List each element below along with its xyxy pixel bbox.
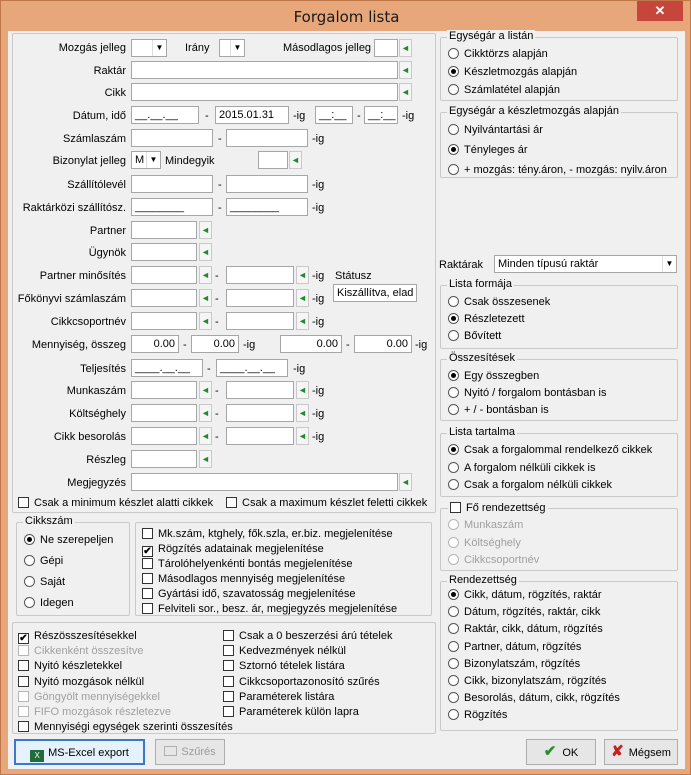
bizonylat-extra-input[interactable] [258, 151, 288, 169]
cikkszam-option[interactable] [24, 596, 74, 610]
bottom-checks-right-checkbox[interactable] [223, 659, 345, 673]
cikkszam-option[interactable] [24, 575, 65, 589]
checkbox-label: Részösszesítésekkel [34, 630, 137, 642]
munkaszam-to[interactable] [226, 381, 294, 399]
datum-ido-label: Dátum, idő [72, 110, 126, 122]
dash: - [346, 339, 350, 351]
checkbox-label: Gyártási idő, szavatosság megjelenítése [158, 588, 356, 600]
mennyiseg-from[interactable]: 0.00 [131, 335, 179, 353]
rendezettseg-option[interactable] [448, 640, 581, 654]
time-to-input[interactable]: __:__ [364, 106, 398, 124]
munkaszam-from-go-icon[interactable]: ◄ [199, 381, 212, 399]
cikk-go-icon[interactable]: ◄ [399, 83, 412, 101]
egysegar-listan-option[interactable] [448, 83, 560, 97]
egysegar-listan-option[interactable] [448, 65, 577, 79]
osszesitesek-option[interactable] [448, 386, 606, 400]
checkbox-box [223, 660, 234, 671]
checkbox-box [18, 721, 29, 732]
irany-label: Irány [185, 42, 210, 54]
time-from-input[interactable]: __:__ [315, 106, 353, 124]
ig-label: -ig [312, 133, 325, 145]
raktar-label: Raktár [93, 65, 126, 77]
checkbox-box [223, 630, 234, 641]
radio-icon [448, 675, 459, 686]
raktar-go-icon[interactable]: ◄ [399, 61, 412, 79]
bottom-checks-left-checkbox[interactable] [18, 705, 171, 719]
ig-label: -ig [312, 179, 325, 191]
option-label: Partner, dátum, rögzítés [464, 640, 582, 653]
bottom-checks-right-checkbox[interactable] [223, 690, 334, 704]
reszleg-label: Részleg [86, 454, 126, 466]
date-from-input[interactable]: __.__.__ [131, 106, 199, 124]
egysegar-keszlet-option[interactable] [448, 163, 667, 177]
radio-icon [24, 597, 35, 608]
teljesites-label: Teljesítés [80, 363, 126, 375]
excel-export-button[interactable] [14, 739, 145, 765]
raktar-input[interactable] [131, 61, 398, 79]
bottom-checks-left-checkbox[interactable] [18, 720, 233, 734]
ig-label: -ig [312, 316, 325, 328]
ig-label: -ig [243, 339, 256, 351]
reszleg-input[interactable] [131, 450, 197, 468]
option-label: Ne szerepeljen [40, 534, 114, 546]
radio-icon [448, 692, 459, 703]
dash: - [218, 179, 222, 191]
dash: - [215, 316, 219, 328]
lista-formaja-option[interactable] [448, 312, 525, 326]
lista-formaja-option[interactable] [448, 329, 501, 343]
ugynok-input[interactable] [131, 243, 197, 261]
cikk-besorolas-to-go-icon[interactable]: ◄ [296, 427, 309, 445]
radio-icon [448, 537, 459, 548]
option-label: Cikkcsoportnév [464, 554, 540, 566]
option-label: Bizonylatszám, rögzítés [464, 657, 581, 670]
radio-icon [448, 124, 459, 135]
check-icon: ✔ [143, 546, 152, 557]
cikkcsoportnev-to-go-icon[interactable]: ◄ [296, 312, 309, 330]
max-keszlet-checkbox[interactable] [226, 496, 427, 510]
checkbox-box [142, 603, 153, 614]
cikk-besorolas-label: Cikk besorolás [53, 431, 126, 443]
checkbox-label: Csak a 0 beszerzési árú tételek [239, 630, 393, 642]
ig-label: -ig [293, 363, 306, 375]
szamlaszam-to[interactable] [226, 129, 308, 147]
mozgas-jelleg-select[interactable] [131, 39, 167, 57]
egysegar-keszlet-option[interactable] [448, 143, 528, 157]
option-label: Csak összesenek [464, 296, 551, 308]
fokonyvi-label: Főkönyvi számlaszám [17, 293, 126, 305]
checkbox-label: Felviteli sor., besz. ár, megjegyzés megjelenítése [158, 603, 398, 615]
option-label: Nyilvántartási ár [464, 124, 543, 136]
checkbox-label: Nyitó készletekkel [34, 660, 123, 673]
cikk-besorolas-from[interactable] [131, 427, 197, 445]
fo-rendezettseg-option[interactable] [448, 518, 523, 532]
option-label: A forgalom nélküli cikkek is [464, 461, 596, 474]
cikkszam-title: Cikkszám [25, 515, 73, 527]
partner-minosites-from[interactable] [131, 266, 197, 284]
fokonyvi-to-go-icon[interactable]: ◄ [296, 289, 309, 307]
cikkcsoportnev-from-go-icon[interactable]: ◄ [199, 312, 212, 330]
megsem-label: Mégsem [628, 747, 671, 759]
radio-icon [448, 606, 459, 617]
option-label: Tényleges ár [464, 144, 528, 156]
fo-rendezettseg-checkbox[interactable] [448, 501, 548, 515]
ugynok-label: Ügynök [88, 247, 126, 259]
mennyiseg-osszeg-label: Mennyiség, összeg [31, 339, 126, 351]
option-label: + / - bontásban is [464, 404, 549, 416]
dash: - [215, 385, 219, 397]
munkaszam-from[interactable] [131, 381, 197, 399]
lista-tartalma-title: Lista tartalma [449, 426, 516, 438]
osszesitesek-option[interactable] [448, 369, 539, 383]
fo-rendezettseg-option[interactable] [448, 553, 539, 567]
bottom-checks-left-checkbox[interactable] [18, 629, 137, 643]
statusz-label: Státusz [335, 270, 372, 282]
checkbox-label: Paraméterek listára [239, 690, 335, 703]
checkbox-box [223, 645, 234, 656]
szallitolevel-from[interactable] [131, 175, 213, 193]
option-label: Bővített [464, 330, 502, 342]
munkaszam-to-go-icon[interactable]: ◄ [296, 381, 309, 399]
koltseghely-to[interactable] [226, 404, 294, 422]
checkbox-box [223, 691, 234, 702]
checkbox-label: Tárolóhelyenkénti bontás megjelenítése [158, 558, 353, 570]
dash: - [218, 202, 222, 214]
partner-go-icon[interactable]: ◄ [199, 221, 212, 239]
option-label: Idegen [40, 597, 74, 609]
dash: - [218, 133, 222, 145]
egysegar-listan-option[interactable] [448, 47, 548, 61]
rendezettseg-option[interactable] [448, 588, 602, 602]
fokonyvi-from[interactable] [131, 289, 197, 307]
ig-label: -ig [312, 293, 325, 305]
szallitolevel-to[interactable] [226, 175, 308, 193]
option-label: Raktár, cikk, dátum, rögzítés [464, 623, 603, 636]
cikk-besorolas-from-go-icon[interactable]: ◄ [199, 427, 212, 445]
partner-minosites-label: Partner minősítés [39, 270, 126, 282]
partner-input[interactable] [131, 221, 197, 239]
check-icon: ✔ [19, 633, 28, 644]
ig-label: -ig [293, 110, 306, 122]
dash: - [205, 110, 209, 122]
egysegar-keszlet-title: Egységár a készletmozgás alapján [449, 105, 619, 117]
koltseghely-label: Költséghely [69, 408, 126, 420]
radio-icon [448, 164, 459, 175]
checkbox-label: Cikkcsoportazonosító szűrés [239, 675, 380, 688]
rendezettseg-option[interactable] [448, 622, 603, 636]
chevron-down-icon: ▼ [152, 40, 166, 57]
option-label: Költséghely [464, 536, 521, 549]
option-label: Egy összegben [464, 370, 540, 382]
mennyiseg-to[interactable]: 0.00 [191, 335, 239, 353]
raktarak-value: Minden típusú raktár [498, 258, 599, 270]
checkbox-label: Sztornó tételek listára [239, 660, 345, 673]
megsem-button[interactable] [604, 739, 678, 765]
bizonylat-jelleg-select[interactable] [131, 151, 161, 169]
close-icon[interactable]: ✕ [637, 1, 683, 21]
chevron-down-icon: ▼ [230, 40, 244, 57]
option-label: Gépi [40, 555, 64, 567]
rendezettseg-option[interactable] [448, 674, 606, 688]
lista-tartalma-option[interactable] [448, 443, 652, 457]
window-title: Forgalom lista [293, 8, 400, 26]
cikkszam-option[interactable] [24, 554, 63, 568]
lista-formaja-title: Lista formája [449, 278, 512, 290]
dash: - [215, 293, 219, 305]
cikkszam-option[interactable] [24, 533, 113, 547]
checkbox-label: Mk.szám, ktghely, fők.szla, er.biz. megjelenítése [158, 528, 393, 540]
option-label: Készletmozgás alapján [464, 66, 578, 78]
checkbox-label: Cikkenként összesítve [34, 645, 144, 658]
option-label: Számlatétel alapján [464, 84, 561, 96]
cikkcsoportnev-label: Cikkcsoportnév [50, 316, 126, 328]
radio-icon [448, 623, 459, 634]
ig-label: -ig [312, 408, 325, 420]
radio-icon [24, 555, 35, 566]
option-label: Csak a forgalom nélküli cikkek [464, 479, 612, 491]
option-label: + mozgás: tény.áron, - mozgás: nyilv.áron [464, 164, 667, 176]
fokonyvi-to[interactable] [226, 289, 294, 307]
cikkcsoportnev-from[interactable] [131, 312, 197, 330]
checkbox-label: Paraméterek külön lapra [239, 706, 359, 718]
ig-label: -ig [312, 270, 325, 282]
raktarak-label: Raktárak [439, 259, 484, 271]
masodlagos-jelleg-input[interactable] [374, 39, 398, 57]
raktarkozi-from[interactable]: ________ [131, 198, 213, 216]
cikk-besorolas-to[interactable] [226, 427, 294, 445]
bottom-checks-left-checkbox[interactable] [18, 644, 143, 658]
fo-rendezettseg-option[interactable] [448, 536, 521, 550]
dash: - [357, 110, 361, 122]
option-label: Részletezett [464, 313, 525, 325]
radio-icon [448, 519, 459, 530]
ok-button[interactable] [526, 739, 596, 765]
min-keszlet-checkbox[interactable] [18, 496, 213, 510]
radio-icon [448, 296, 459, 307]
radio-icon [448, 144, 459, 155]
ugynok-go-icon[interactable]: ◄ [199, 243, 212, 261]
radio-icon [448, 313, 459, 324]
radio-icon [448, 479, 459, 490]
szamlaszam-label: Számlaszám [63, 133, 126, 145]
checkbox-box [18, 691, 29, 702]
ig-label: -ig [402, 110, 415, 122]
option-label: Rögzítés [464, 709, 508, 722]
ig-label: -ig [312, 385, 325, 397]
ok-label: OK [562, 747, 579, 759]
partner-label: Partner [89, 225, 126, 237]
option-label: Dátum, rögzítés, raktár, cikk [464, 606, 601, 619]
rendezettseg-option[interactable] [448, 708, 507, 722]
option-label: Cikktörzs alapján [464, 48, 548, 60]
cikkcsoportnev-to[interactable] [226, 312, 294, 330]
rendezettseg-option[interactable] [448, 605, 600, 619]
option-label: Nyitó / forgalom bontásban is [464, 387, 607, 399]
radio-icon [448, 330, 459, 341]
ig-label: -ig [312, 431, 325, 443]
option-label: Saját [40, 576, 66, 588]
radio-icon [448, 444, 459, 455]
date-to-input[interactable]: 2015.01.31 [215, 106, 289, 124]
masodlagos-go-icon[interactable]: ◄ [399, 39, 412, 57]
radio-icon [448, 554, 459, 565]
min-keszlet-label: Csak a minimum készlet alatti cikkek [34, 497, 214, 509]
partner-minosites-to-go-icon[interactable]: ◄ [296, 266, 309, 284]
checkbox-label: Nyitó mozgások nélkül [34, 675, 145, 688]
radio-icon [448, 462, 459, 473]
ig-label: -ig [312, 202, 325, 214]
chevron-down-icon: ▼ [662, 256, 676, 273]
egysegar-listan-title: Egységár a listán [449, 30, 534, 42]
bottom-checks-right-checkbox[interactable] [223, 705, 359, 719]
masodlagos-jelleg-label: Másodlagos jelleg [283, 42, 372, 54]
koltseghely-from[interactable] [131, 404, 197, 422]
radio-icon [448, 66, 459, 77]
osszesitesek-title: Összesítések [449, 352, 516, 364]
bottom-checks-right-checkbox[interactable] [223, 644, 346, 658]
partner-minosites-from-go-icon[interactable]: ◄ [199, 266, 212, 284]
checkbox-box [142, 528, 153, 539]
mindegyik-label: Mindegyik [165, 155, 215, 167]
reszleg-go-icon[interactable]: ◄ [199, 450, 212, 468]
cross-icon: ✘ [611, 743, 624, 760]
szamlaszam-from[interactable] [131, 129, 213, 147]
checkbox-box [142, 588, 153, 599]
lista-tartalma-option[interactable] [448, 461, 595, 475]
bizonylat-value: M [135, 154, 145, 166]
radio-icon [448, 84, 459, 95]
lista-formaja-option[interactable] [448, 295, 550, 309]
lista-tartalma-option[interactable] [448, 478, 612, 492]
osszeg-from[interactable]: 0.00 [280, 335, 342, 353]
checkbox-box [18, 706, 29, 717]
megjegyzes-input[interactable] [131, 473, 398, 491]
bottom-checks-left-checkbox[interactable] [18, 659, 122, 673]
checkbox-box [142, 558, 153, 569]
radio-icon [448, 658, 459, 669]
dash: - [183, 339, 187, 351]
rendezettseg-title: Rendezettség [449, 574, 517, 586]
checkbox-label: Kedvezmények nélkül [239, 645, 347, 658]
bottom-checks-right-checkbox[interactable] [223, 675, 380, 689]
radio-icon [448, 387, 459, 398]
dash: - [215, 408, 219, 420]
radio-icon [448, 709, 459, 720]
display-checks-checkbox[interactable] [142, 587, 356, 601]
bizonylat-jelleg-label: Bizonylat jelleg [52, 155, 126, 167]
szallitolevel-label: Szállítólevél [67, 179, 126, 191]
display-checks-checkbox[interactable] [142, 572, 345, 586]
koltseghely-to-go-icon[interactable]: ◄ [296, 404, 309, 422]
excel-export-label: MS-Excel export [48, 747, 129, 759]
fokonyvi-from-go-icon[interactable]: ◄ [199, 289, 212, 307]
option-label: Csak a forgalommal rendelkező cikkek [464, 444, 653, 456]
partner-minosites-to[interactable] [226, 266, 294, 284]
osszesitesek-option[interactable] [448, 403, 549, 417]
radio-icon [448, 404, 459, 415]
dash: - [207, 363, 211, 375]
checkbox-box [18, 676, 29, 687]
bottom-checks-left-checkbox[interactable] [18, 675, 144, 689]
checkbox-box [18, 645, 29, 656]
radio-icon [448, 48, 459, 59]
raktarkozi-label: Raktárközi szállítósz. [22, 202, 126, 214]
szures-label: Szűrés [181, 746, 216, 758]
radio-icon [448, 589, 459, 600]
ig-label: -ig [415, 339, 428, 351]
cikk-label: Cikk [104, 87, 126, 99]
checkbox-label: Rögzítés adatainak megjelenítése [158, 543, 324, 555]
display-checks-checkbox[interactable] [142, 557, 352, 571]
checkbox-label: Göngyölt mennyiségekkel [34, 690, 160, 703]
dash: - [215, 431, 219, 443]
statusz-select[interactable]: Kiszállítva, elad [333, 284, 417, 302]
table-icon [164, 746, 177, 756]
irany-select[interactable] [219, 39, 245, 57]
rendezettseg-option[interactable] [448, 657, 580, 671]
option-label: Cikk, dátum, rögzítés, raktár [464, 589, 602, 601]
megjegyzes-go-icon[interactable]: ◄ [399, 473, 412, 491]
display-checks-checkbox[interactable] [142, 602, 397, 616]
check-icon: ✔ [543, 743, 557, 760]
bizonylat-go-icon[interactable]: ◄ [289, 151, 302, 169]
egysegar-keszlet-option[interactable] [448, 123, 543, 137]
raktarak-select[interactable] [494, 255, 677, 273]
checkbox-box [18, 660, 29, 671]
radio-icon [448, 641, 459, 652]
dash: - [215, 270, 219, 282]
chevron-down-icon: ▼ [146, 152, 160, 169]
koltseghely-from-go-icon[interactable]: ◄ [199, 404, 212, 422]
checkbox-box [223, 676, 234, 687]
checkbox-label: FIFO mozgások részletezve [34, 706, 171, 718]
checkbox-box [142, 573, 153, 584]
megjegyzes-label: Megjegyzés [67, 477, 126, 489]
osszeg-to[interactable]: 0.00 [354, 335, 412, 353]
rendezettseg-option[interactable] [448, 691, 620, 705]
teljesites-from[interactable]: ____.__.__ [131, 359, 203, 377]
munkaszam-label: Munkaszám [66, 385, 126, 397]
checkbox-label: Mennyiségi egységek szerinti összesítés [34, 721, 233, 734]
cikk-input[interactable] [131, 83, 398, 101]
checkbox-box [223, 706, 234, 717]
option-label: Munkaszám [464, 519, 524, 531]
szures-button[interactable] [155, 739, 225, 765]
checkbox-label: Másodlagos mennyiség megjelenítése [158, 573, 346, 585]
fo-rendezettseg-title: Fő rendezettség [466, 502, 546, 514]
bottom-checks-right-checkbox[interactable] [223, 629, 392, 643]
radio-icon [24, 576, 35, 587]
max-keszlet-label: Csak a maximum készlet feletti cikkek [242, 497, 428, 509]
radio-icon [24, 534, 35, 545]
mozgas-jelleg-label: Mozgás jelleg [58, 42, 126, 54]
display-checks-checkbox[interactable] [142, 542, 324, 556]
bottom-checks-left-checkbox[interactable] [18, 690, 160, 704]
excel-icon: X [30, 750, 44, 762]
teljesites-to[interactable]: ____.__.__ [216, 359, 288, 377]
radio-icon [448, 370, 459, 381]
dialog-client [8, 31, 685, 769]
raktarkozi-to[interactable]: ________ [226, 198, 308, 216]
option-label: Cikk, bizonylatszám, rögzítés [464, 675, 607, 687]
display-checks-checkbox[interactable] [142, 527, 393, 541]
option-label: Besorolás, dátum, cikk, rögzítés [464, 692, 620, 705]
